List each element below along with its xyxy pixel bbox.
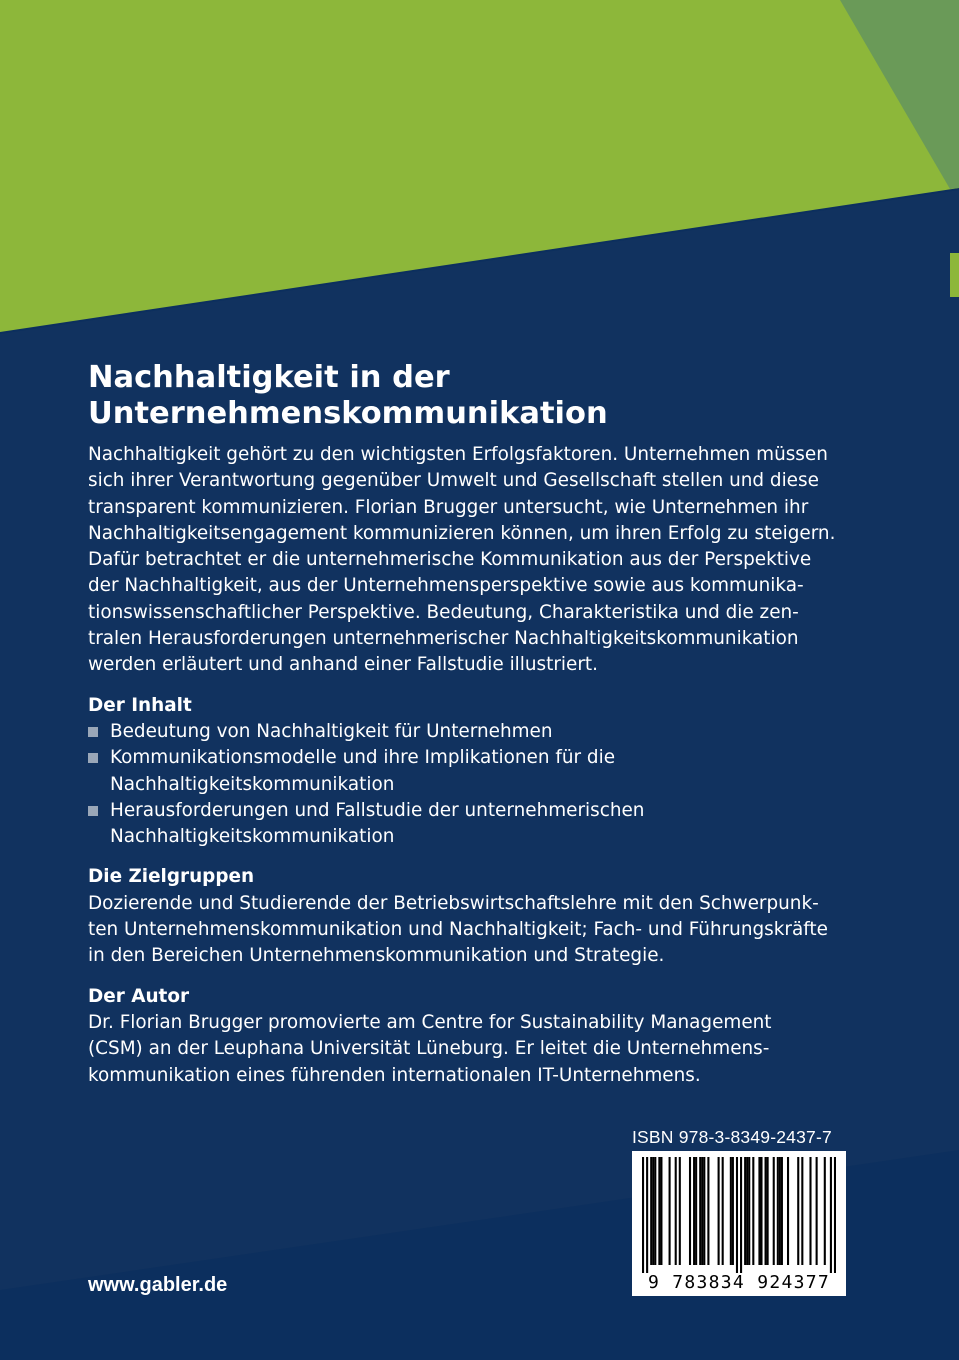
barcode-bar — [699, 1157, 701, 1265]
barcode-bar — [779, 1157, 781, 1265]
book-title — [88, 360, 878, 432]
barcode-bar — [797, 1157, 799, 1265]
list-item-line: Nachhaltigkeitskommunikation — [110, 773, 395, 795]
autor-line: kommunikation eines führenden internationalen IT-Unternehmens. — [88, 1064, 701, 1086]
barcode-bar — [740, 1157, 742, 1273]
barcode-bar — [777, 1157, 779, 1265]
barcode-bar — [748, 1157, 750, 1265]
barcode-bar — [669, 1157, 671, 1265]
barcode-bar — [773, 1157, 775, 1265]
inhalt-list — [88, 719, 878, 850]
isbn-label: ISBN 978-3-8349-2437-7 — [632, 1127, 832, 1147]
barcode-bar — [722, 1157, 724, 1265]
square-bullet-icon — [88, 753, 98, 763]
list-item-line: Nachhaltigkeitskommunikation — [110, 826, 395, 848]
barcode-bar — [654, 1157, 656, 1265]
barcode-bar — [834, 1157, 836, 1273]
intro-paragraph — [88, 442, 878, 679]
barcode-bar — [816, 1157, 818, 1265]
intro-line: werden erläutert und anhand einer Fallstudie illustriert. — [88, 654, 598, 676]
intro-line: Nachhaltigkeitsengagement kommunizieren können, um ihren Erfolg zu steigern. — [88, 522, 836, 544]
barcode — [632, 1151, 846, 1296]
barcode-bars — [642, 1157, 836, 1273]
intro-line: Dafür betrachtet er die unternehmerische Kommunikation aus der Perspektive — [88, 549, 812, 571]
barcode-bar — [781, 1157, 783, 1265]
square-bullet-icon — [88, 806, 98, 816]
list-item — [88, 798, 878, 851]
barcode-bar — [830, 1157, 832, 1273]
barcode-bar — [675, 1157, 677, 1265]
zielgruppen-line: in den Bereichen Unternehmenskommunikation und Strategie. — [88, 945, 665, 967]
barcode-bar — [730, 1157, 732, 1265]
barcode-bar — [679, 1157, 681, 1265]
barcode-bar — [689, 1157, 691, 1265]
barcode-bar — [718, 1157, 720, 1265]
barcode-bar — [646, 1157, 648, 1273]
barcode-bar — [824, 1157, 826, 1265]
list-item — [88, 719, 878, 745]
barcode-bar — [801, 1157, 803, 1265]
title-line: Nachhaltigkeit in der — [88, 360, 450, 395]
autor-line: Dr. Florian Brugger promovierte am Centre for Sustainability Management — [88, 1011, 772, 1033]
barcode-bar — [652, 1157, 654, 1265]
title-line: Unternehmenskommunikation — [88, 396, 608, 431]
barcode-bar — [787, 1157, 789, 1265]
barcode-bar — [703, 1157, 705, 1265]
barcode-bar — [744, 1157, 746, 1265]
list-item-line: Herausforderungen und Fallstudie der unternehmerischen — [110, 799, 645, 821]
zielgruppen-line: Dozierende und Studierende der Betriebswirtschaftslehre mit den Schwerpunk- — [88, 892, 819, 914]
barcode-bar — [695, 1157, 697, 1265]
barcode-bar — [658, 1157, 660, 1265]
barcode-bar — [760, 1157, 762, 1265]
barcode-bar — [701, 1157, 703, 1265]
back-cover-text — [88, 360, 878, 1089]
section-heading-inhalt: Der Inhalt — [88, 694, 192, 716]
barcode-digits: 9 783834 924377 — [647, 1272, 831, 1293]
barcode-bar — [650, 1157, 652, 1265]
autor-line: (CSM) an der Leuphana Universität Lüneburg. Er leitet die Unternehmens- — [88, 1038, 770, 1060]
intro-line: Nachhaltigkeit gehört zu den wichtigsten Erfolgsfaktoren. Unternehmen müssen — [88, 444, 828, 465]
green-edge-mark — [950, 253, 959, 297]
section-zielgruppen — [88, 864, 878, 969]
intro-line: sich ihrer Verantwortung gegenüber Umwelt und Gesellschaft stellen und diese — [88, 470, 819, 492]
list-item-line: Bedeutung von Nachhaltigkeit für Unternehmen — [110, 720, 553, 742]
barcode-bar — [707, 1157, 709, 1265]
barcode-bar — [758, 1157, 760, 1265]
list-item-line: Kommunikationsmodelle und ihre Implikationen für die — [110, 747, 616, 769]
publisher-website: www.gabler.de — [88, 1274, 228, 1296]
barcode-bar — [693, 1157, 695, 1265]
barcode-bar — [752, 1157, 754, 1265]
section-inhalt — [88, 693, 878, 851]
barcode-bar — [642, 1157, 644, 1273]
barcode-bar — [732, 1157, 734, 1265]
square-bullet-icon — [88, 727, 98, 737]
list-item — [88, 745, 878, 798]
intro-line: transparent kommunizieren. Florian Brugger untersucht, wie Unternehmen ihr — [88, 496, 809, 518]
intro-line: tionswissenschaftlicher Perspektive. Bedeutung, Charakteristika und die zen- — [88, 601, 799, 623]
barcode-bar — [765, 1157, 767, 1265]
barcode-bar — [660, 1157, 662, 1265]
section-autor — [88, 984, 878, 1089]
barcode-bar — [736, 1157, 738, 1273]
intro-line: tralen Herausforderungen unternehmerischer Nachhaltigkeitskommunikation — [88, 628, 799, 650]
barcode-bar — [767, 1157, 769, 1265]
zielgruppen-line: ten Unternehmenskommunikation und Nachhaltigkeit; Fach- und Führungskräfte — [88, 919, 828, 941]
intro-line: der Nachhaltigkeit, aus der Unternehmensperspektive sowie aus kommunika- — [88, 575, 804, 597]
section-heading-autor: Der Autor — [88, 985, 190, 1007]
barcode-bar — [809, 1157, 811, 1265]
barcode-bar — [746, 1157, 748, 1265]
section-heading-zielgruppen: Die Zielgruppen — [88, 866, 255, 888]
